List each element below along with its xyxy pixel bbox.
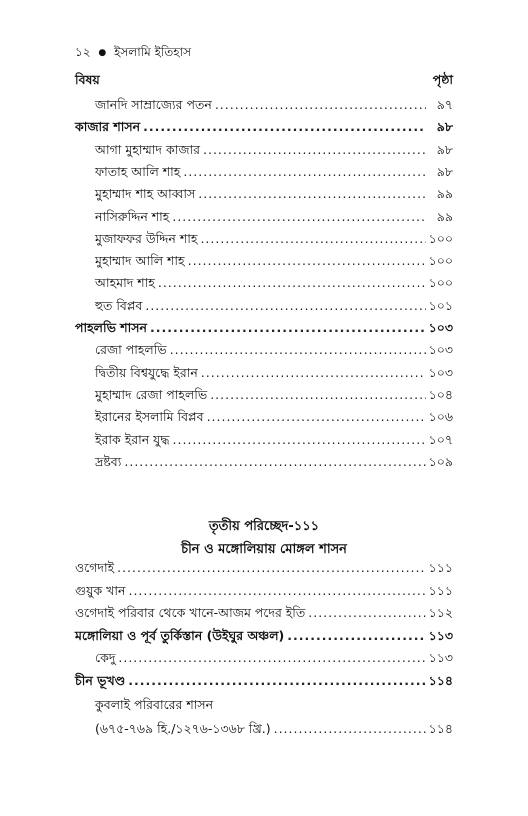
leader-dots [201,363,426,383]
toc-entry-page: ১১১ [428,560,453,575]
toc-entry-page: ৯৯ [436,208,453,224]
toc-entry-title: কাজার শাসন [75,119,141,135]
leader-dots [172,207,426,227]
toc-entry-title: পাহলভি শাসন [75,320,147,335]
toc-entry[interactable] [75,626,453,646]
toc-entry-page: ১০১ [428,297,453,313]
toc-entry[interactable] [95,363,453,383]
toc-entry-title: ইরাক ইরান যুদ্ধ [95,431,170,447]
toc-entry[interactable] [95,95,453,115]
leader-dots [124,452,425,472]
book-title: ইসলামি ইতিহাস [114,45,192,59]
toc-entry-title: মঙ্গোলিয়া ও পূর্ব তুর্কিস্তান (উইঘুর অঞ্চল) [75,627,285,643]
toc-entry-title: আহমাদ শাহ [95,275,155,291]
leader-dots [118,648,425,668]
toc-entry-page: ১০০ [428,275,453,291]
toc-entry-page: ৯৮ [436,163,453,179]
toc-entry-title: ওগেদাই [75,560,115,575]
toc-entry[interactable] [75,318,453,338]
leader-dots [203,140,426,160]
toc-entry-title: ইরানের ইসলামি বিপ্লব [95,409,204,425]
toc-entry[interactable] [95,648,453,668]
toc-entry-page: ১০০ [428,253,453,269]
toc-column-header [75,72,453,92]
toc-entry[interactable] [95,296,453,316]
toc-entry[interactable] [95,229,453,249]
toc-entry[interactable] [95,207,453,227]
toc-entry-title: মুহাম্মাদ শাহ আব্বাস [95,186,196,202]
leader-dots [117,558,426,578]
toc-entry[interactable] [95,162,453,182]
leader-dots [198,184,426,204]
toc-entry[interactable] [95,140,453,160]
toc-entry[interactable] [75,671,453,691]
toc-entry-page: ১০৩ [428,342,453,358]
toc-entry[interactable] [75,581,453,601]
toc-entry-title: ওগেদাই পরিবার থেকে খানে-আজম পদের ইতি [75,605,306,620]
leader-dots [150,318,426,338]
chapter-title: চীন ও মঙ্গোলিয়ায় মোঙ্গল শাসন [181,542,347,557]
toc-entry[interactable] [95,430,453,450]
toc-entry-title: দ্বিতীয় বিশ্বযুদ্ধে ইরান [95,364,198,380]
toc-entry-title: হুত বিপ্লব [95,297,143,313]
page-heading: পৃষ্ঠা [432,72,453,87]
leader-dots [183,162,426,182]
leader-dots [170,340,426,360]
leader-dots [143,117,426,137]
leader-dots [308,603,425,623]
toc-entry-title: মুহাম্মাদ রেজা পাহলভি [95,386,208,402]
toc-entry-page: ৯৭ [436,97,453,112]
page-number: ১২ [75,45,91,59]
toc-entry-title: রেজা পাহলভি [95,342,167,358]
leader-dots [128,581,425,601]
toc-entry-title: মুহাম্মাদ আলি শাহ [95,253,185,269]
toc-entry-page: ১০০ [428,230,453,246]
toc-entry[interactable] [95,184,453,204]
toc-entry[interactable] [95,452,453,472]
toc-entry[interactable] [95,273,453,293]
toc-entry-page: ১০৬ [428,409,453,425]
toc-entry[interactable] [95,251,453,271]
toc-entry-page: ১০৭ [428,431,453,447]
leader-dots [287,626,425,646]
toc-entry-page: ৯৮ [436,119,453,135]
toc-entry-page: ১১৩ [428,627,453,643]
running-header [75,44,191,64]
toc-entry-title: ফাতাহ আলি শাহ [95,163,181,179]
leader-dots [158,273,426,293]
toc-entry-title: নাসিরুদ্দিন শাহ [95,208,170,224]
toc-entry[interactable] [75,558,453,578]
leader-dots [215,95,426,115]
toc-entry[interactable] [95,340,453,360]
bullet-icon: ● [98,48,107,58]
toc-entry-page: ১১৪ [428,672,453,688]
leader-dots [145,296,425,316]
toc-entry-page: ৯৮ [436,141,453,157]
leader-dots [210,385,425,405]
toc-entry-page: ১০৯ [428,453,453,469]
toc-entry-title: জানদি সাম্রাজ্যের পতন [95,97,212,112]
toc-entry[interactable] [95,385,453,405]
toc-entry-title: মুজাফফর উদ্দিন শাহ [95,230,198,246]
toc-entry-title: চীন ভূখণ্ড [75,672,126,688]
toc-entry-page: ১১৩ [428,650,453,665]
toc-entry[interactable] [75,603,453,623]
leader-dots [200,229,425,249]
toc-entry-page: ১০৩ [428,364,453,380]
toc-entry-final[interactable] [95,719,453,739]
toc-entry-title: দ্রষ্টব্য [95,453,122,469]
toc-entry-page: ১১১ [428,582,453,598]
toc-entry-title: আগা মুহাম্মাদ কাজার [95,141,201,157]
leader-dots [274,719,426,739]
toc-entry-title: গুয়ুক খান [75,582,126,598]
chapter-number: তৃতীয় পরিচ্ছেদ-১১১ [208,519,320,534]
toc-entry[interactable] [75,117,453,137]
toc-entry-page: ১০৩ [428,320,453,335]
toc-entry-page: ৯৯ [436,186,453,202]
leader-dots [207,407,426,427]
toc-entry-page: ১১৪ [428,721,453,736]
leader-dots [173,430,426,450]
toc-entry-page: ১০৪ [428,386,453,402]
toc-entry-line1: কুবলাই পরিবারের শাসন [95,697,214,712]
toc-entry-page: ১১২ [428,605,453,620]
toc-entry-title: কেদু [95,650,116,665]
toc-entry[interactable] [95,407,453,427]
toc-entry-title: (৬৭৫-৭৬৯ হি./১২৭৬-১৩৬৮ খ্রি.) [95,721,271,736]
leader-dots [128,671,425,691]
leader-dots [188,251,426,271]
subject-heading: বিষয় [75,72,100,87]
